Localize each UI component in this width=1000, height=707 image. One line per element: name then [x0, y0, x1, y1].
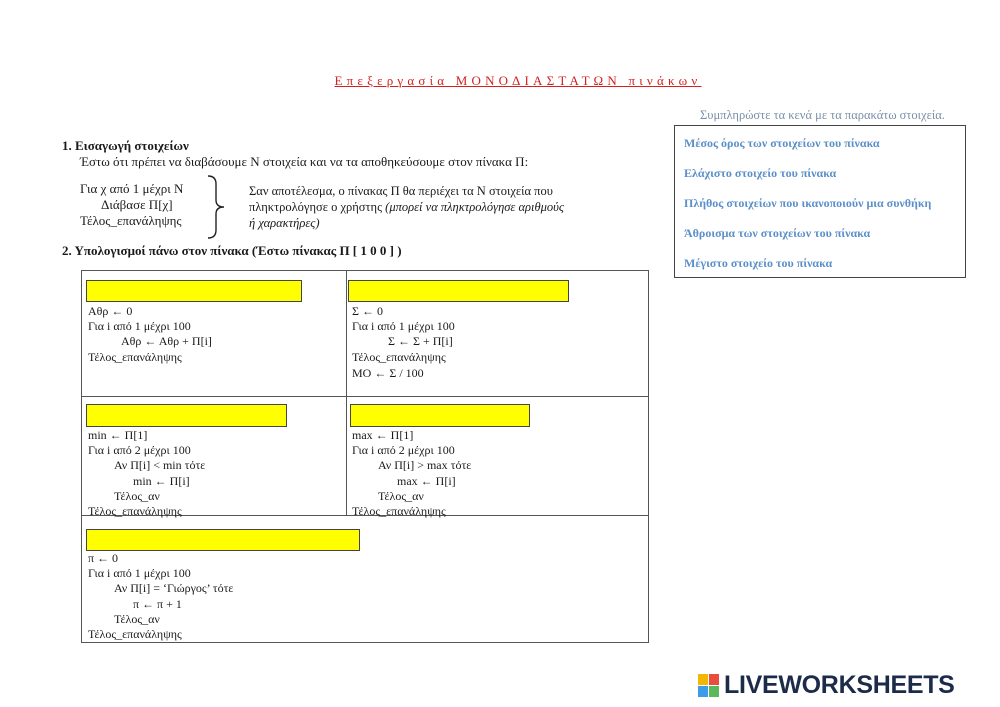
worksheet-title: Επεξεργασία ΜΟΝΟΔΙΑΣΤΑΤΩΝ πινάκων [334, 73, 702, 88]
word-bank-item-count[interactable]: Πλήθος στοιχείων που ικανοποιούν μια συνθήκη [684, 196, 932, 210]
curly-brace-icon [204, 174, 228, 240]
word-bank-item-sum[interactable]: Άθροισμα των στοιχείων του πίνακα [684, 226, 871, 240]
instruction-text: Συμπληρώστε τα κενά με τα παρακάτω στοιχεία. [700, 108, 945, 122]
mean-code-line-5: ΜΟ ← Σ / 100 [352, 366, 424, 380]
mean-code-line-2: Για i από 1 μέχρι 100 [352, 319, 455, 333]
count-code-line-1: π ← 0 [88, 551, 119, 565]
input-loop-line-1: Για χ από 1 μέχρι Ν [80, 181, 184, 196]
result-line-3 [249, 216, 320, 231]
section2-heading: 2. Υπολογισμοί πάνω στον πίνακα (Έστω πίνακας Π [ 1 0 0 ] ) [62, 243, 402, 258]
min-code-line-2: Για i από 2 μέχρι 100 [88, 443, 191, 457]
grid-divider-row1 [81, 396, 649, 397]
word-bank-item-mean[interactable]: Μέσος όρος των στοιχείων του πίνακα [684, 136, 880, 150]
answer-blank-5[interactable] [86, 529, 360, 551]
sum-code-line-4: Τέλος_επανάληψης [88, 350, 182, 364]
word-bank [674, 125, 966, 278]
result-line-2: πληκτρολόγησε ο χρήστης (μπορεί να πληκτρολόγησε αριθμούς [249, 200, 564, 214]
word-bank-item-min[interactable]: Ελάχιστο στοιχείο του πίνακα [684, 166, 837, 180]
count-code-line-6: Τέλος_επανάληψης [88, 627, 182, 641]
input-loop-line-3: Τέλος_επανάληψης [80, 213, 182, 228]
count-code-line-2: Για i από 1 μέχρι 100 [88, 566, 191, 580]
section1-description: Έστω ότι πρέπει να διαβάσουμε Ν στοιχεία και να τα αποθηκεύσουμε στον πίνακα Π: [80, 154, 529, 169]
answer-blank-4[interactable] [350, 404, 530, 427]
input-loop-line-2: Διάβασε Π[χ] [101, 197, 173, 212]
answer-blank-1[interactable] [86, 280, 302, 302]
min-code-line-1: min ← Π[1] [88, 428, 148, 442]
min-code-line-3: Αν Π[i] < min τότε [114, 458, 206, 472]
max-code-line-6: Τέλος_επανάληψης [352, 504, 446, 518]
liveworksheets-logo-icon [698, 674, 720, 698]
word-bank-item-max[interactable]: Μέγιστο στοιχείο του πίνακα [684, 256, 833, 270]
sum-code-line-2: Για i από 1 μέχρι 100 [88, 319, 191, 333]
answer-blank-3[interactable] [86, 404, 287, 427]
max-code-line-4: max ← Π[i] [397, 474, 456, 488]
min-code-line-6: Τέλος_επανάληψης [88, 504, 182, 518]
sum-code-line-1: Αθρ ← 0 [88, 304, 133, 318]
mean-code-line-1: Σ ← 0 [352, 304, 383, 318]
sum-code-line-3: Αθρ ← Αθρ + Π[i] [121, 334, 212, 348]
max-code-line-1: max ← Π[1] [352, 428, 414, 442]
count-code-line-4: π ← π + 1 [133, 597, 182, 611]
answer-blank-2[interactable] [348, 280, 569, 302]
result-line-1: Σαν αποτέλεσμα, ο πίνακας Π θα περιέχει τα Ν στοιχεία που [249, 184, 553, 198]
result-note-b: ή χαρακτήρες) [249, 216, 320, 230]
mean-code-line-3: Σ ← Σ + Π[i] [388, 334, 453, 348]
result-note-a: (μπορεί να πληκτρολόγησε αριθμούς [385, 200, 564, 214]
min-code-line-5: Τέλος_αν [114, 489, 160, 503]
grid-divider-vertical [346, 270, 347, 515]
mean-code-line-4: Τέλος_επανάληψης [352, 350, 446, 364]
count-code-line-5: Τέλος_αν [114, 612, 160, 626]
max-code-line-5: Τέλος_αν [378, 489, 424, 503]
section1-heading: 1. Εισαγωγή στοιχείων [62, 138, 189, 153]
liveworksheets-logo: LIVEWORKSHEETS [724, 671, 955, 699]
max-code-line-3: Αν Π[i] > max τότε [378, 458, 472, 472]
count-code-line-3: Αν Π[i] = ‘Γιώργος’ τότε [114, 581, 234, 595]
max-code-line-2: Για i από 2 μέχρι 100 [352, 443, 455, 457]
min-code-line-4: min ← Π[i] [133, 474, 190, 488]
